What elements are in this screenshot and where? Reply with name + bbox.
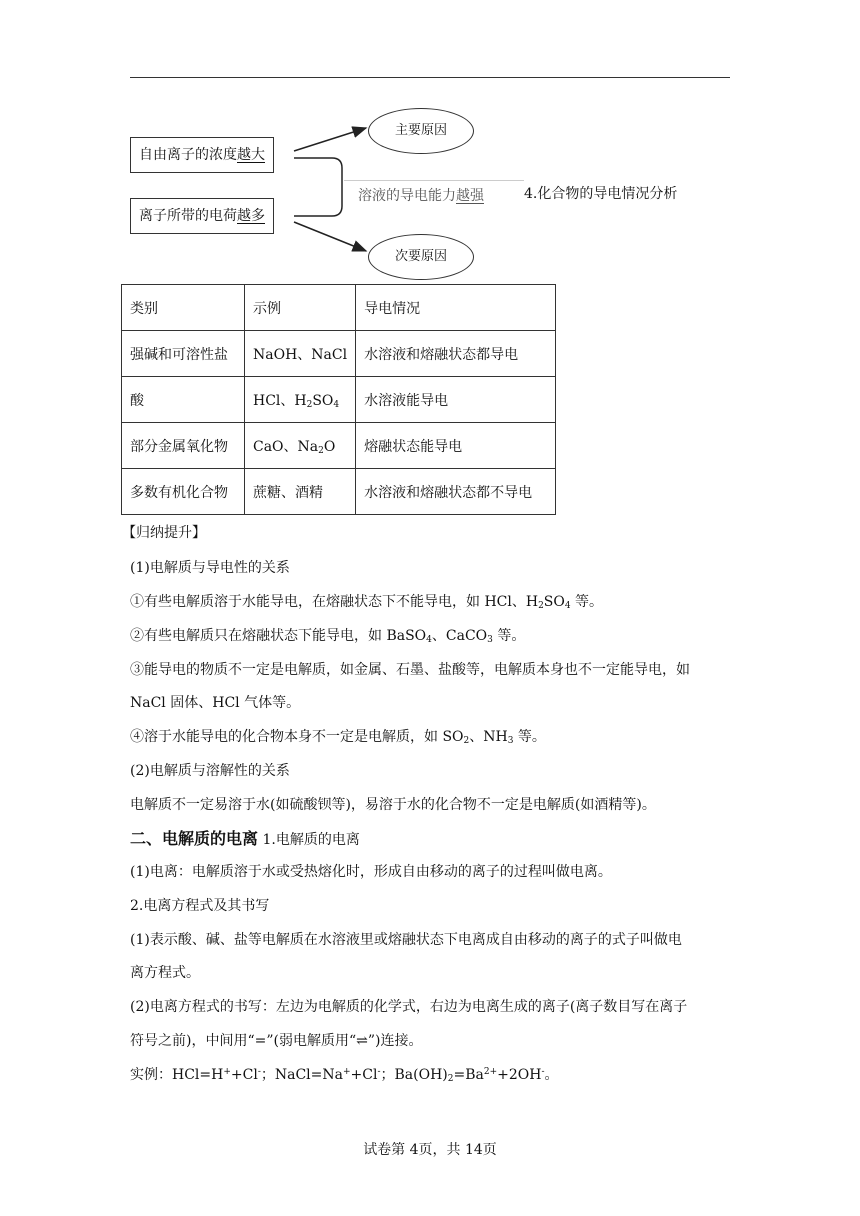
- brace-connector: [294, 158, 342, 216]
- section2-p3-line2: 符号之前)，中间用“=”(弱电解质用“⇌”)连接。: [130, 1033, 423, 1049]
- table-header-cell: 导电情况: [356, 285, 556, 331]
- table-cell-conductivity: 熔融状态能导电: [356, 423, 556, 469]
- table-row: [122, 331, 556, 377]
- summary-p2-title: (2)电解质与溶解性的关系: [130, 763, 290, 779]
- factor-box-concentration: [130, 137, 274, 173]
- table-cell-example: HCl、$H_2SO_4$: [245, 377, 356, 423]
- table-cell-category: 强碱和可溶性盐: [122, 331, 245, 377]
- summary-p1-d: ④溶于水能导电的化合物本身不一定是电解质，如 $SO_2$、$NH_3$ 等。: [130, 729, 546, 746]
- table-cell-example: 蔗糖、酒精: [245, 469, 356, 515]
- result-label: [344, 180, 524, 210]
- table-cell-example: NaOH、NaCl: [245, 331, 356, 377]
- table-cell-conductivity: 水溶液和熔融状态都导电: [356, 331, 556, 377]
- table-cell-category: 酸: [122, 377, 245, 423]
- section2-p2-line2: 离方程式。: [130, 965, 200, 981]
- table-header-row: [122, 285, 556, 331]
- summary-p1-b: ②有些电解质只在熔融状态下能导电，如 BaSO$_4$、CaCO$_3$ 等。: [130, 628, 526, 645]
- table-cell-example: CaO、$Na_2O$: [245, 423, 356, 469]
- result-emphasis: 越强: [456, 188, 484, 204]
- factor-box-charge: [130, 198, 274, 234]
- table-cell-category: 多数有机化合物: [122, 469, 245, 515]
- summary-p1-c-line2: NaCl 固体、HCl 气体等。: [130, 695, 301, 711]
- table-row: [122, 377, 556, 423]
- section-title-4: 4.化合物的导电情况分析: [524, 186, 678, 202]
- factor-emphasis: 越大: [237, 147, 265, 163]
- ellipse-main-cause: [368, 108, 474, 154]
- arrow-to-secondary-cause: [294, 222, 366, 251]
- summary-p1-a: ①有些电解质溶于水能导电，在熔融状态下不能导电，如 HCl、$H_2SO_4$ 等。: [130, 594, 604, 611]
- ellipse-secondary-cause: [368, 234, 474, 280]
- section2-p1: (1)电离：电解质溶于水或受热熔化时，形成自由移动的离子的过程叫做电离。: [130, 864, 612, 880]
- section2-example: 实例：HCl=H++Cl-；NaCl=Na++Cl-；$Ba(OH)_2=Ba^{2+}+2OH^-$。: [130, 1067, 559, 1084]
- section2-heading-line: [130, 826, 360, 849]
- table-cell-conductivity: 水溶液能导电: [356, 377, 556, 423]
- section2-p2-line1: (1)表示酸、碱、盐等电解质在水溶液里或熔融状态下电离成自由移动的离子的式子叫做电: [130, 932, 682, 948]
- section2-sub1: 1.电解质的电离: [262, 832, 360, 848]
- header-rule: [130, 77, 730, 78]
- table-header-cell: 类别: [122, 285, 245, 331]
- ellipse-label: 次要原因: [394, 249, 447, 264]
- factor-text: 自由离子的浓度: [139, 147, 237, 163]
- table-cell-conductivity: 水溶液和熔融状态都不导电: [356, 469, 556, 515]
- ellipse-label: 主要原因: [394, 123, 447, 138]
- section2-p3-line1: (2)电离方程式的书写：左边为电解质的化学式，右边为电离生成的离子(离子数目写在离子: [130, 999, 688, 1015]
- factor-emphasis: 越多: [237, 208, 265, 224]
- table-row: [122, 469, 556, 515]
- factor-text: 离子所带的电荷: [139, 208, 237, 224]
- result-text: 溶液的导电能力: [358, 188, 456, 204]
- table-cell-category: 部分金属氧化物: [122, 423, 245, 469]
- section2-sub2: 2.电离方程式及其书写: [130, 898, 270, 914]
- arrow-to-main-cause: [294, 128, 366, 151]
- summary-p1-c-line1: ③能导电的物质不一定是电解质，如金属、石墨、盐酸等，电解质本身也不一定能导电，如: [130, 662, 690, 678]
- page-footer: 试卷第 4页，共 14页: [363, 1142, 497, 1158]
- section2-heading: 二、电解质的电离: [130, 829, 259, 848]
- summary-heading: 【归纳提升】: [122, 525, 206, 541]
- conductivity-table: [121, 284, 556, 515]
- summary-p1-title: (1)电解质与导电性的关系: [130, 560, 290, 576]
- table-header-cell: 示例: [245, 285, 356, 331]
- table-row: [122, 423, 556, 469]
- summary-p2-text: 电解质不一定易溶于水(如硫酸钡等)，易溶于水的化合物不一定是电解质(如酒精等)。: [130, 797, 656, 813]
